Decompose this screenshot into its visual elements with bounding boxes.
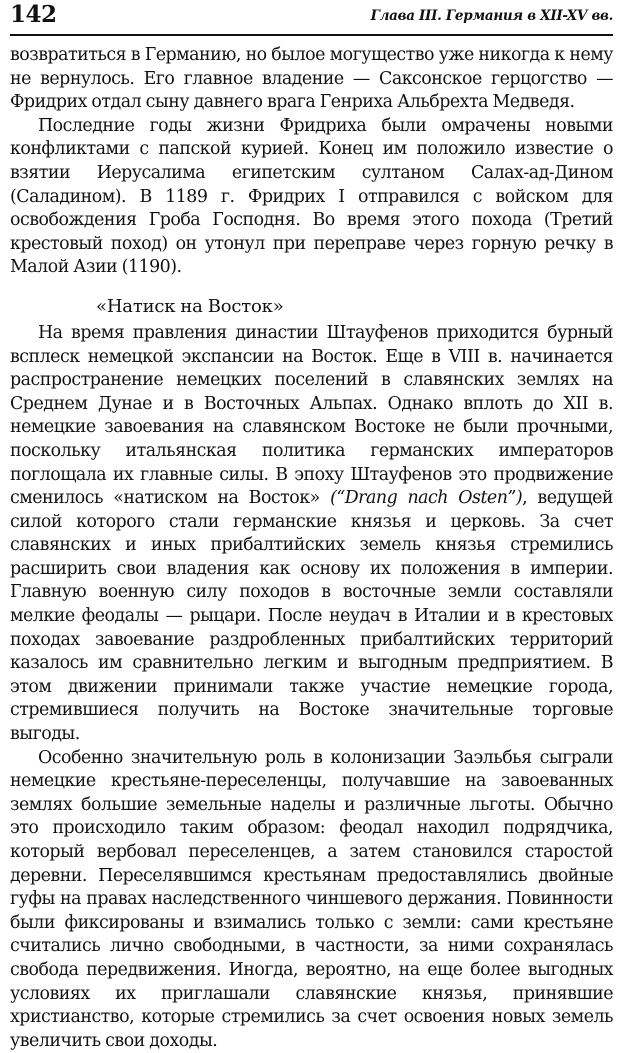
paragraph-frederick-death: Последние годы жизни Фридриха были омрачены новыми конфликтами с папской курией. Конец им положило известие о взятии Иерусалима египетским султаном Салах-ад-Дином (Саладином). В 1189 г. Фридрих I отправился с войском для освобождения Гроба Господня. Во время этого похода (Третий крестовый поход) он утонул при переправе через горную речку в Малой Азии (1190). (10, 115, 613, 278)
paragraph-colonization: Особенно значительную роль в колонизации Заэльбья сыграли немецкие крестьяне-переселенцы, получавшие на завоеванных землях большие земельные наделы и различные льготы. Обычно это происходило таким образом: феодал находил подрядчика, который вербовал переселенцев, а затем становился старостой деревни. Переселявшимся крестьянам предоставлялись двойные гуфы на правах наследственного чиншевого держания. Повинности были фиксированы и взимались только с земли: сами крестьяне считались лично свободными, в частности, за ними сохранялась свобода передвижения. Иногда, вероятно, на еще более выгодных условиях их приглашали славянские князья, принявшие христианство, которые стремились за счет освоения новых земель увеличить свои доходы. (10, 747, 613, 1051)
running-head: Глава III. Германия в XII-XV вв. (370, 8, 613, 24)
paragraph-text: На время правления династии Штауфенов приходится бурный всплеск немецкой экспансии на Восток. Еще в VIII в. начинается распространение немецких поселений в славянских землях на Среднем Дунае и в Восточных Альпах. Однако вплоть до XII в. немецкие завоевания на славянском Востоке не были прочными, поскольку итальянская политика германских императоров поглощала их главные силы. В эпоху Штауфенов это продвижение сменилось «натиском на Восток» (10, 322, 613, 509)
german-phrase: (“Drang nach Osten”) (330, 488, 523, 509)
page-body (10, 44, 613, 1053)
paragraph-drang-nach-osten (10, 322, 613, 747)
page-header (10, 0, 613, 36)
page-number: 142 (10, 1, 57, 28)
paragraph-text: , ведущей силой которого стали германские князья и церковь. За счет славянских и иных прибалтийских земель князья стремились расширить свои владения как основу их положения в империи. Главную военную силу походов в восточные земли составляли мелкие феодалы — рыцари. После неудач в Италии и в крестовых походах завоевание раздробленных прибалтийских территорий казалось им сравнительно легким и выгодным предприятием. В этом движении принимали также участие немецкие города, стремившиеся получить на Востоке значительные торговые выгоды. (10, 488, 613, 745)
book-page (10, 0, 613, 1051)
paragraph-continuation: возвратиться в Германию, но былое могущество уже никогда к нему не вернулось. Его главное владение — Саксонское герцогство — Фридрих отдал сыну давнего врага Генриха Альбрехта Медведя. (10, 45, 613, 113)
section-title: «Натиск на Восток» (96, 295, 284, 317)
